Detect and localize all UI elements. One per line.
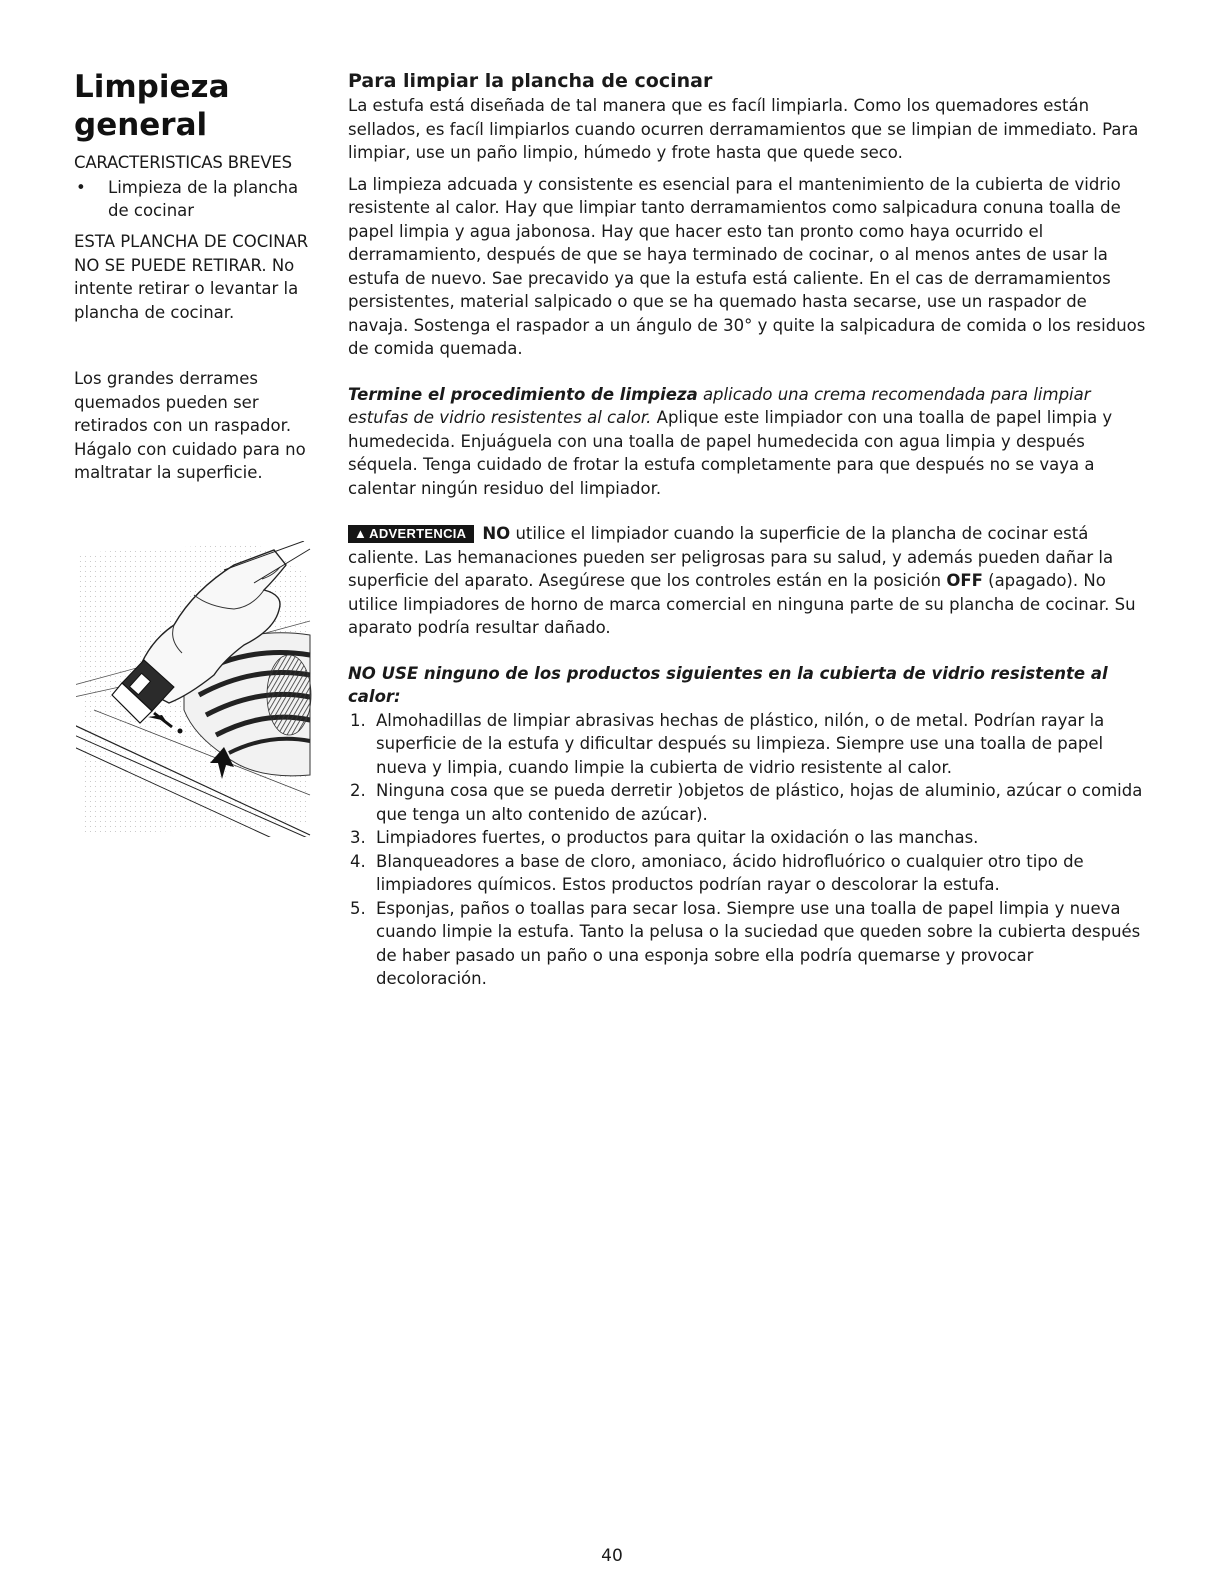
finish-procedure-paragraph	[348, 383, 1148, 501]
list-number: 2.	[350, 781, 366, 800]
feature-text: Limpieza de la plancha de cocinar	[108, 178, 299, 220]
warning-triangle-icon: ▲	[354, 526, 368, 541]
removal-notice-caps: ESTA PLANCHA DE COCINAR NO SE PUEDE RETIRAR.	[74, 232, 309, 275]
no-use-heading: NO USE ninguno de los productos siguientes en la cubierta de vidrio resistente al calor:	[348, 663, 1108, 706]
scraper-note: Los grandes derrames quemados pueden ser retirados con un raspador. Hágalo con cuidado para no maltratar la superficie.	[74, 369, 306, 482]
features-list	[74, 176, 318, 222]
scraper-cleaning-illustration	[74, 535, 314, 840]
warning-off: OFF	[946, 571, 983, 590]
warning-no: NO	[482, 524, 511, 543]
main-content	[348, 68, 1148, 991]
warning-text-1: utilice el limpiador cuando la superficie de la plancha de cocinar está caliente. Las hemanaciones pueden ser peligrosas para su salud, y además pueden dañar la superficie del aparato. Asegúrese que los controles están en la posición	[348, 524, 1114, 590]
removal-notice-rest: No intente retirar o levantar la plancha de cocinar.	[74, 255, 299, 322]
feature-item	[74, 176, 318, 222]
list-number: 4.	[350, 851, 366, 871]
page-number: 40	[601, 1546, 623, 1566]
list-item	[348, 850, 1148, 897]
list-text: Blanqueadores a base de cloro, amoniaco, ácido hidrofluórico o cualquier otro tipo de limpiadores químicos. Estos productos podrían rayar o descolorar la estufa.	[376, 851, 1084, 894]
section-title	[74, 68, 318, 144]
list-text: Limpiadores fuertes, o productos para quitar la oxidación o las manchas.	[376, 828, 979, 847]
finish-procedure-text: Aplique este limpiador con una toalla de papel limpia y humedecida. Enjuáguela con una toalla de papel humedecida con agua limpia y después séquela. Tenga cuidado de frotar la estufa completamente para que después no se vaya a calentar ningún residuo del limpiador.	[348, 408, 1113, 498]
list-item	[348, 826, 1148, 850]
features-heading: CARACTERISTICAS BREVES	[74, 153, 292, 172]
section-title-line1: Limpieza	[74, 69, 230, 105]
removal-notice	[74, 230, 318, 324]
list-number: 3.	[350, 828, 366, 847]
list-number: 5.	[350, 898, 366, 918]
maintenance-paragraph: La limpieza adcuada y consistente es esencial para el mantenimiento de la cubierta de vidrio resistente al calor. Hay que limpiar tanto derramamientos como salpicadura conuna toalla de papel limpia y agua jabonosa. Hay que hacer esto tan pronto como haya ocurrido el derramamiento, después de que se haya terminado de cocinar, o al menos antes de usar la estufa de nuevo. Sae precavido ya que la estufa está caliente. En el cas de derramamientos persistentes, material salpicado o que se ha quemado hasta secarse, use un raspador de navaja. Sostenga el raspador a un ángulo de 30° y quite la salpicadura de comida o los residuos de comida quemada.	[348, 174, 1146, 358]
finish-procedure-lead: Termine el procedimiento de limpieza	[348, 384, 698, 404]
warning-badge	[348, 525, 474, 543]
list-text: Almohadillas de limpiar abrasivas hechas de plástico, nilón, o de metal. Podrían rayar la superficie de la estufa y dificultar después su limpieza. Siempre use una toalla de papel nueva y limpia, cuando limpie la cubierta de vidrio resistente al calor.	[376, 710, 1105, 777]
warning-label: ADVERTENCIA	[369, 526, 467, 541]
list-item	[348, 709, 1148, 780]
cooktop-cleaning-heading: Para limpiar la plancha de cocinar	[348, 70, 713, 92]
prohibited-products-list	[348, 709, 1148, 991]
finish-procedure-italic: aplicado una crema recomendada para limpiar estufas de vidrio resistentes al calor.	[348, 384, 1091, 427]
warning-paragraph	[348, 522, 1148, 640]
list-number: 1.	[350, 710, 366, 730]
list-item	[348, 779, 1148, 826]
intro-paragraph: La estufa está diseñada de tal manera que es facíl limpiarla. Como los quemadores están sellados, es facíl limpiarlos cuando ocurren derramamientos que se limpian de immediato. Para limpiar, use un paño limpio, húmedo y frote hasta que quede seco.	[348, 96, 1139, 162]
list-item	[348, 897, 1148, 991]
bullet-icon: •	[76, 178, 86, 197]
warning-text-2: (apagado). No utilice limpiadores de horno de marca comercial en ninguna parte de su plancha de cocinar. Su aparato podría resultar dañado.	[348, 571, 1136, 637]
list-text: Esponjas, paños o toallas para secar losa. Siempre use una toalla de papel limpia y nueva cuando limpie la estufa. Tanto la pelusa o la suciedad que queden sobre la cubierta después de haber pasado un paño o una esponja sobre ella podría quemarse y provocar decoloración.	[376, 898, 1141, 988]
list-text: Ninguna cosa que se pueda derretir )objetos de plástico, hojas de aluminio, azúcar o comida que tenga un alto contenido de azúcar).	[376, 781, 1143, 824]
section-title-line2: general	[74, 107, 208, 143]
sidebar	[74, 68, 318, 844]
